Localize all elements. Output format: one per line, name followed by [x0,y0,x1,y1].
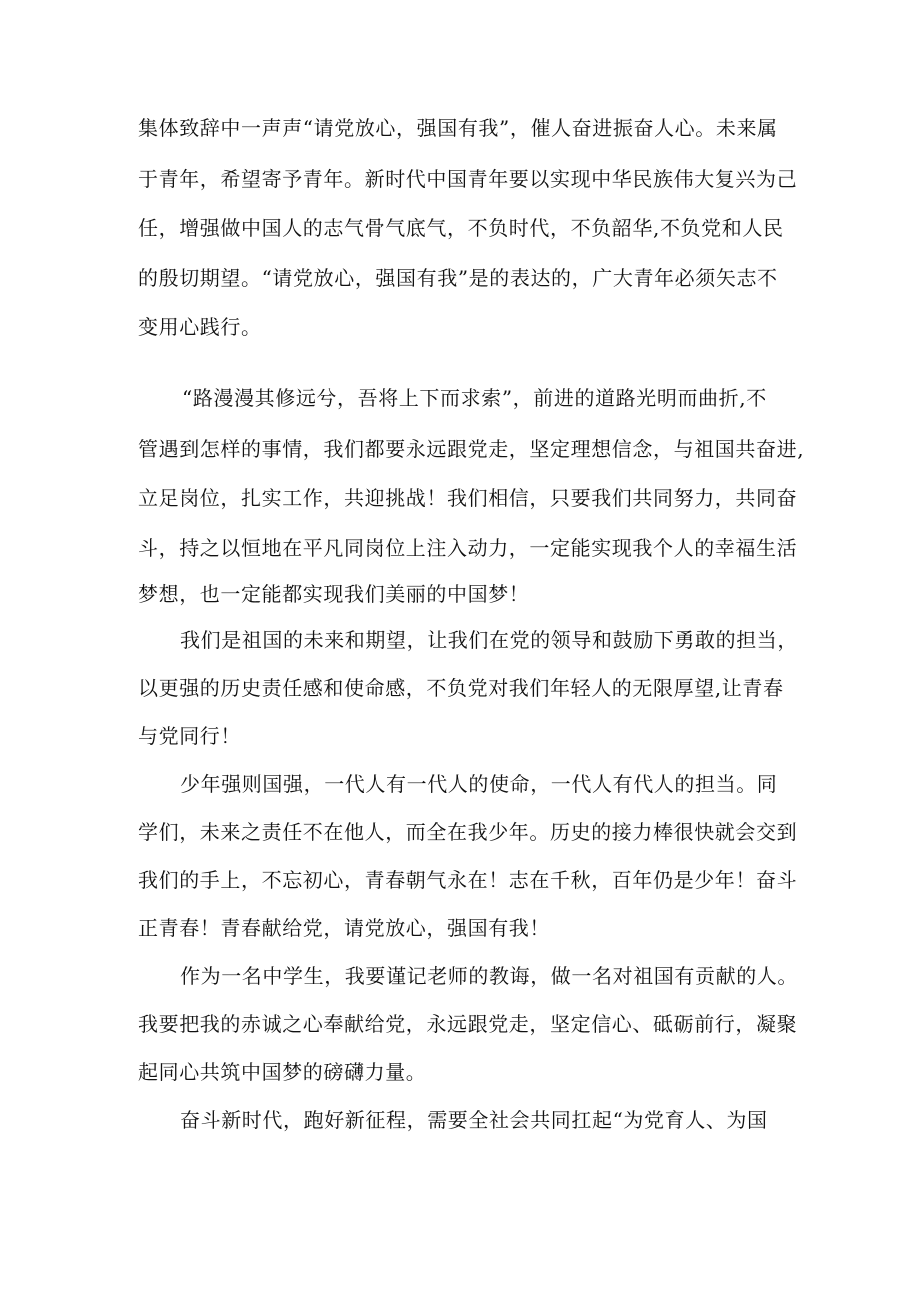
text-line: 以更强的历史责任感和使命感，不负党对我们年轻人的无限厚望,让青春 [138,676,784,700]
text-line: 与党同行！ [138,724,241,748]
text-line: 我们的手上，不忘初心，青春朝气永在！志在千秋，百年仍是少年！奋斗 [138,868,798,892]
text-line: 于青年，希望寄予青年。新时代中国青年要以实现中华民族伟大复兴为己 [138,167,798,191]
text-line: 我们是祖国的未来和期望，让我们在党的领导和鼓励下勇敢的担当， [180,628,798,652]
text-line: “路漫漫其修远兮，吾将上下而求索”，前进的道路光明而曲折,不 [182,386,767,410]
text-line: 少年强则国强，一代人有一代人的使命，一代人有代人的担当。同 [180,772,778,796]
text-line: 变用心践行。 [138,315,262,339]
text-line: 立足岗位，扎实工作，共迎挑战！我们相信，只要我们共同努力，共同奋 [138,486,798,510]
text-line: 管遇到怎样的事情，我们都要永远跟党走，坚定理想信念，与祖国共奋进, [138,437,805,461]
text-line: 正青春！青春献给党，请党放心，强国有我！ [138,916,550,940]
text-line: 作为一名中学生，我要谨记老师的教诲，做一名对祖国有贡献的人。 [180,964,798,988]
text-line: 奋斗新时代，跑好新征程，需要全社会共同扛起“为党育人、为国 [180,1108,768,1132]
text-line: 斗，持之以恒地在平凡同岗位上注入动力，一定能实现我个人的幸福生活 [138,536,798,560]
text-line: 学们，未来之责任不在他人，而全在我少年。历史的接力棒很快就会交到 [138,820,798,844]
text-line: 的殷切期望。“请党放心，强国有我”是的表达的，广大青年必须矢志不 [138,266,778,290]
text-line: 起同心共筑中国梦的磅礴力量。 [138,1060,427,1084]
text-line: 我要把我的赤诚之心奉献给党，永远跟党走，坚定信心、砥砺前行，凝聚 [138,1012,798,1036]
text-line: 梦想，也一定能都实现我们美丽的中国梦！ [138,582,530,606]
text-line: 任，增强做中国人的志气骨气底气，不负时代，不负韶华,不负党和人民 [138,216,784,240]
text-line: 集体致辞中一声声“请党放心，强国有我”，催人奋进振奋人心。未来属 [138,116,778,140]
